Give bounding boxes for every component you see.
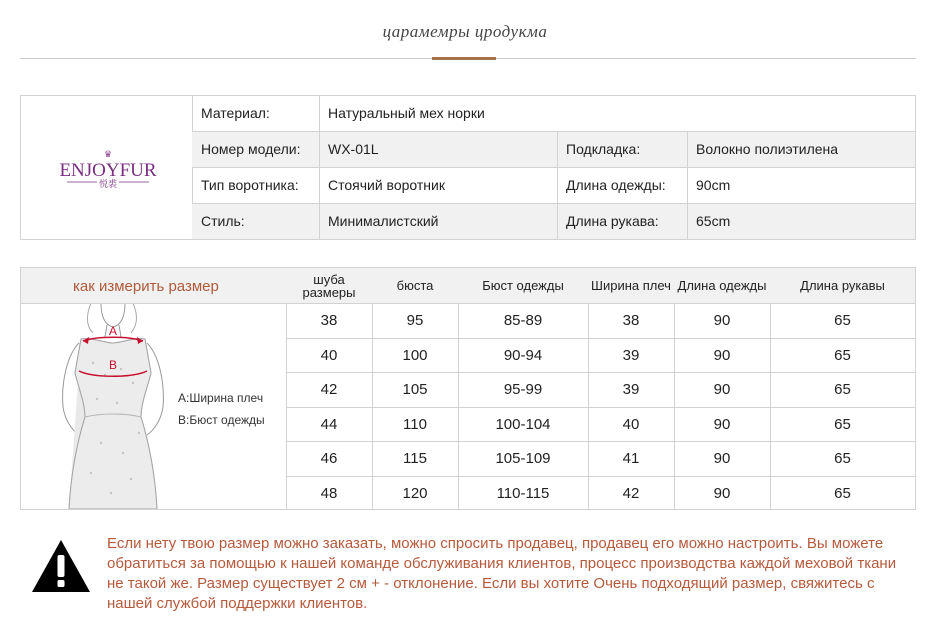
row-divider [286,407,915,408]
size-cell-sleeve-length: 65 [834,381,851,399]
size-cell-sleeve-length: 65 [834,312,851,329]
size-cell-shoulder-width: 41 [622,450,640,468]
size-cell-garment-length: 90 [713,485,731,502]
size-cell-shoulder-width: 38 [622,312,640,329]
size-cell-garment-length: 90 [713,381,731,399]
product-row-style [192,204,915,239]
size-cell-garment-bust: 100-104 [495,415,551,433]
value-material: Натуральный мех норки [328,105,485,121]
row-divider [286,441,915,442]
column-divider [372,303,373,509]
size-cell-bust: 95 [406,312,424,329]
header-bust: бюста [396,278,434,293]
page-heading: царамемры цродукма [382,22,548,41]
size-chart-table [20,267,916,510]
measure-title: как измерить размер [73,278,219,295]
svg-text:♛: ♛ [103,149,113,159]
logo-cell [21,96,193,239]
product-row-material [192,96,915,131]
label-sleeve-length: Длина рукава: [566,213,659,229]
size-cell-coat-size: 44 [320,415,338,433]
svg-text:悦裘: 悦裘 [98,180,118,190]
header-garment-bust: Бюст одежды [482,278,564,293]
size-cell-shoulder-width: 42 [622,485,640,502]
column-divider [458,303,459,509]
product-details-table [20,95,916,240]
size-cell-shoulder-width: 39 [622,346,640,364]
marker-a: A [108,324,118,338]
size-cell-garment-bust: 110-115 [496,485,550,502]
size-cell-garment-bust: 85-89 [503,312,543,329]
column-divider [286,303,287,509]
size-cell-garment-bust: 90-94 [503,346,543,364]
column-divider [557,132,558,239]
header-coat-size: шуба размеры [302,271,356,300]
size-cell-bust: 105 [402,381,428,399]
value-collar: Стоячий воротник [328,177,445,193]
size-cell-garment-length: 90 [713,450,731,468]
label-material: Материал: [201,105,270,121]
size-cell-sleeve-length: 65 [834,415,851,433]
row-divider [286,476,915,477]
row-divider [192,167,915,168]
row-divider [286,372,915,373]
size-cell-shoulder-width: 39 [622,381,640,399]
size-cell-sleeve-length: 65 [834,346,851,364]
label-model: Номер модели: [201,141,301,157]
column-divider [588,303,589,509]
row-divider [192,203,915,204]
label-collar: Тип воротника: [201,177,299,193]
size-cell-coat-size: 38 [320,312,338,329]
size-cell-coat-size: 40 [320,346,338,364]
value-garment-length: 90cm [696,177,731,193]
label-garment-length: Длина одежды: [566,177,666,193]
header-divider [21,303,915,304]
size-cell-shoulder-width: 40 [622,415,640,433]
measurement-figure [21,303,286,509]
size-cell-coat-size: 46 [320,450,338,468]
dress-figure-illustration [21,303,286,509]
value-style: Минималистский [328,213,439,229]
value-lining: Волокно полиэтилена [696,141,839,157]
row-divider [286,338,915,339]
brand-logo [53,144,163,194]
legend-shoulder: A:Ширина плеч [178,391,264,405]
size-cell-garment-length: 90 [713,312,731,329]
size-cell-coat-size: 42 [320,381,338,399]
label-lining: Подкладка: [566,141,641,157]
marker-b: B [108,358,118,372]
size-cell-bust: 120 [402,485,428,502]
label-style: Стиль: [201,213,245,229]
size-cell-garment-bust: 95-99 [503,381,543,399]
warning-icon [30,538,92,594]
size-cell-bust: 115 [403,450,427,468]
column-divider [674,303,675,509]
row-divider [192,131,915,132]
product-row-model [192,132,915,167]
header-sleeve-length: Длина рукавы [800,278,885,293]
size-cell-bust: 100 [402,346,428,364]
header-garment-length: Длина одежды [677,278,767,293]
size-cell-sleeve-length: 65 [834,450,851,468]
size-notice-text: Если нету твою размер можно заказать, можно спросить продавец, продавец его можно настроить. Вы можете обратиться за помощью к нашей команде обслуживания клиентов, процесс производства каждой меховой ткани не такой же. Размер существует 2 см + - отклонение. Если вы хотите Очень подходящий размер, свяжитесь с нашей службой поддержки клиентов. [107,535,897,612]
column-divider [687,132,688,239]
value-sleeve-length: 65cm [696,213,731,229]
product-row-collar [192,168,915,203]
size-cell-garment-bust: 105-109 [495,450,551,468]
size-cell-garment-length: 90 [713,415,731,433]
size-cell-bust: 110 [403,415,427,433]
value-model: WX-01L [328,141,379,157]
column-divider [770,303,771,509]
heading-accent-bar [432,57,496,60]
column-divider [319,96,320,239]
size-cell-garment-length: 90 [713,346,731,364]
size-cell-sleeve-length: 65 [834,485,851,502]
svg-text:ENJOYFUR: ENJOYFUR [59,160,157,181]
header-shoulder-width: Ширина плеч [591,278,671,293]
size-cell-coat-size: 48 [320,485,338,502]
legend-bust: B:Бюст одежды [178,413,265,427]
